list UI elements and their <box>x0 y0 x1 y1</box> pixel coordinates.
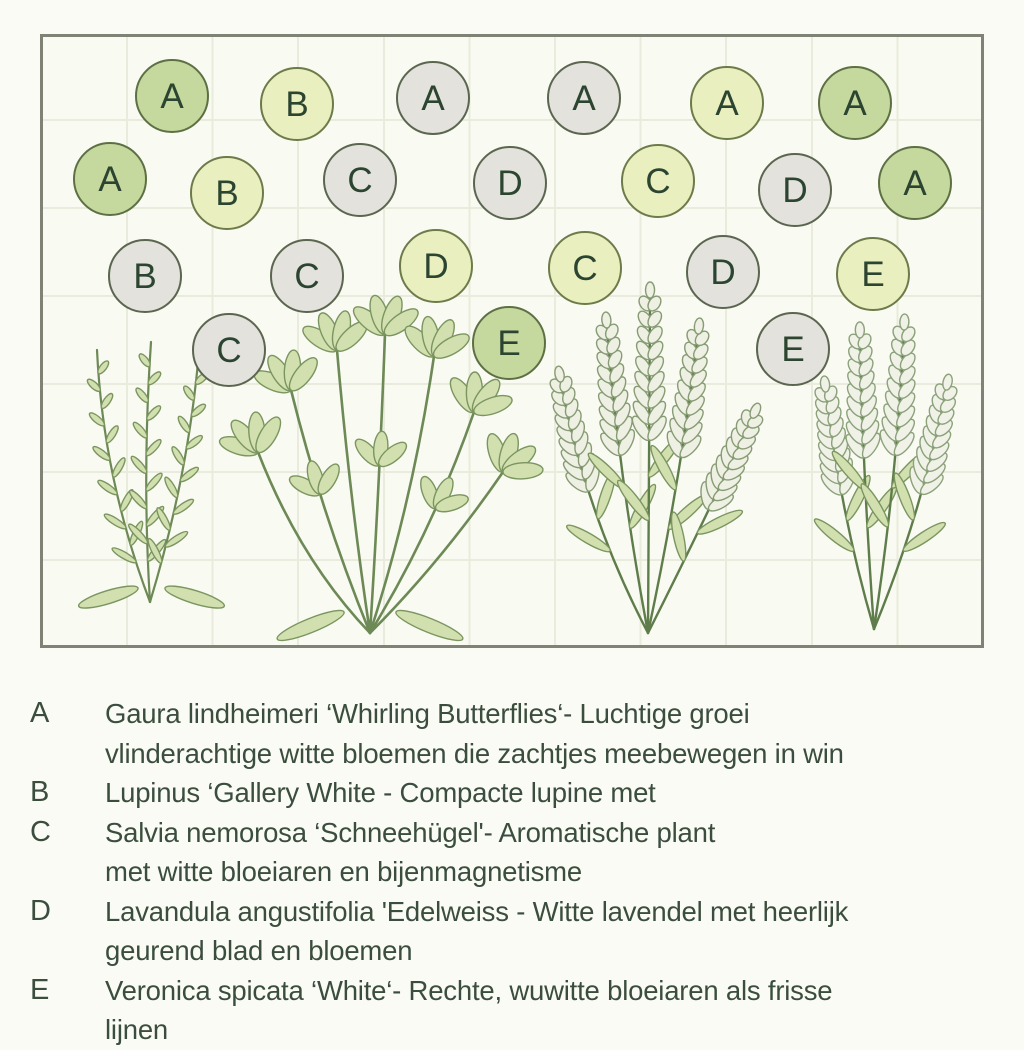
legend-text: Lavandula angustifolia 'Edelweiss - Witte lavendel met heerlijk <box>105 895 849 927</box>
plant-marker-c: C <box>621 144 695 218</box>
legend-text: Lupinus ‘Gallery White - Compacte lupine met <box>105 777 656 808</box>
plant-marker-c: C <box>192 313 266 387</box>
plant-marker-b: B <box>108 239 182 313</box>
plant-marker-c: C <box>323 143 397 217</box>
plant-marker-a: A <box>135 59 209 133</box>
legend-text: geurend blad en bloemen <box>105 935 413 966</box>
plant-marker-e: E <box>836 237 910 311</box>
legend-text: Salvia nemorosa ‘Schneehügel'- Aromatische plant <box>105 816 716 848</box>
plant-marker-a: A <box>73 142 147 216</box>
legend-letter: D <box>30 894 51 927</box>
plant-marker-b: B <box>260 67 334 141</box>
legend-letter: B <box>30 776 50 808</box>
plant-marker-d: D <box>473 146 547 220</box>
plant-marker-c: C <box>270 239 344 313</box>
plant-marker-d: D <box>399 229 473 303</box>
legend-item-d <box>30 892 1010 971</box>
legend-text: Veronica spicata ‘White‘- Rechte, wuwitte bloeiaren als frisse <box>105 974 833 1006</box>
plant-marker-e: E <box>472 306 546 380</box>
plant-marker-a: A <box>547 61 621 135</box>
legend-text: Gaura lindheimeri ‘Whirling Butterflies‘- Luchtige groei <box>105 698 750 729</box>
legend-text: met witte bloeiaren en bijenmagnetisme <box>105 856 582 887</box>
plant-marker-d: D <box>758 153 832 227</box>
legend-item-a <box>30 694 1010 773</box>
legend-item-b <box>30 773 1010 813</box>
legend <box>30 694 1010 1050</box>
legend-item-c <box>30 813 1010 892</box>
legend-letter: C <box>30 815 51 848</box>
plant-marker-a: A <box>878 146 952 220</box>
plant-marker-d: D <box>686 235 760 309</box>
legend-letter: A <box>30 697 50 729</box>
legend-text: vlinderachtige witte bloemen die zachtjes meebewegen in win <box>105 737 844 769</box>
plant-marker-a: A <box>396 61 470 135</box>
plant-marker-b: B <box>190 156 264 230</box>
plant-marker-e: E <box>756 312 830 386</box>
legend-text: lijnen <box>105 1014 169 1045</box>
plant-marker-a: A <box>818 66 892 140</box>
legend-letter: E <box>30 973 50 1006</box>
legend-item-e <box>30 971 1010 1050</box>
plant-marker-a: A <box>690 66 764 140</box>
plant-marker-c: C <box>548 231 622 305</box>
